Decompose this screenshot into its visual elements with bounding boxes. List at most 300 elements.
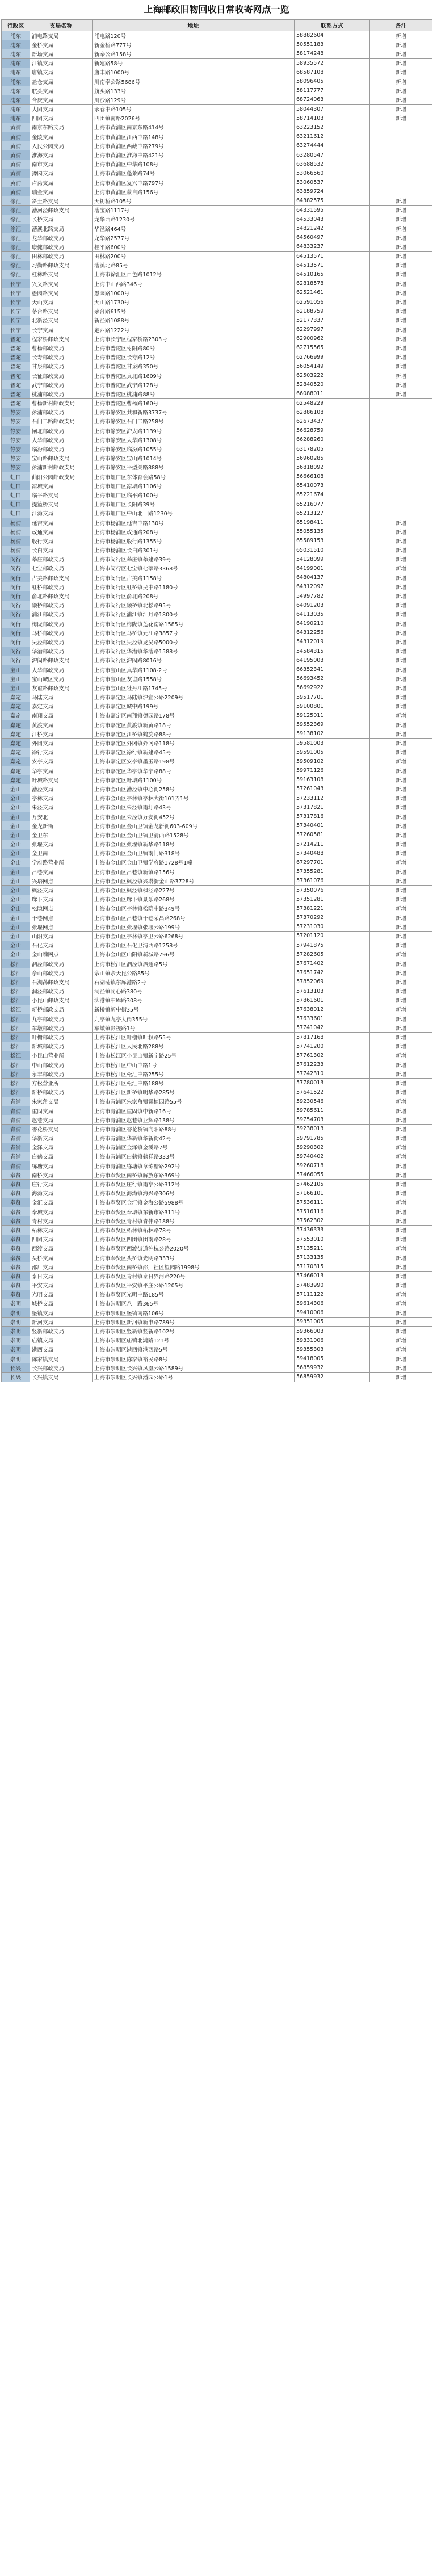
cell-address: 上海市黄浦区南京东路414号 bbox=[93, 123, 295, 132]
cell-phone: 63211612 bbox=[295, 132, 370, 141]
table-row bbox=[2, 582, 432, 591]
cell-note: 新增 bbox=[370, 196, 432, 205]
cell-address: 田林路200号 bbox=[93, 251, 295, 261]
table-row bbox=[2, 739, 432, 748]
cell-phone: 57260581 bbox=[295, 830, 370, 840]
cell-name: 安亭支局 bbox=[30, 757, 93, 766]
table-row bbox=[2, 444, 432, 454]
cell-note: 新增 bbox=[370, 1097, 432, 1106]
cell-phone: 67297701 bbox=[295, 858, 370, 867]
cell-note: 新增 bbox=[370, 389, 432, 398]
cell-note: 新增 bbox=[370, 904, 432, 913]
cell-district: 静安 bbox=[2, 444, 30, 454]
cell-name: 朱泾支局 bbox=[30, 803, 93, 812]
cell-name: 泗泾邮政支局 bbox=[30, 959, 93, 968]
cell-address: 上海市闵行区沪闵路8016号 bbox=[93, 656, 295, 665]
cell-address: 上海市松江区中山中路1号 bbox=[93, 1060, 295, 1069]
cell-name: 西渡支局 bbox=[30, 1244, 93, 1253]
cell-phone: 62886108 bbox=[295, 408, 370, 417]
cell-address: 上海市闵行区虹桥镇吴中路1180号 bbox=[93, 582, 295, 591]
cell-district: 金山 bbox=[2, 913, 30, 922]
cell-phone: 57317816 bbox=[295, 812, 370, 821]
cell-district: 金山 bbox=[2, 895, 30, 904]
cell-name: 庄行支局 bbox=[30, 1180, 93, 1189]
cell-note: 新增 bbox=[370, 1253, 432, 1262]
cell-name: 香花桥支局 bbox=[30, 1125, 93, 1134]
table-row bbox=[2, 968, 432, 977]
table-row bbox=[2, 224, 432, 233]
table-row bbox=[2, 86, 432, 95]
cell-phone: 58935572 bbox=[295, 58, 370, 68]
cell-district: 普陀 bbox=[2, 398, 30, 408]
cell-address: 上海市奉贤区柘林镇柘林路78号 bbox=[93, 1226, 295, 1235]
cell-phone: 57613103 bbox=[295, 987, 370, 996]
table-row bbox=[2, 353, 432, 362]
cell-name: 新桥邮政支局 bbox=[30, 1088, 93, 1097]
cell-note: 新增 bbox=[370, 932, 432, 941]
cell-address: 川沙路129号 bbox=[93, 95, 295, 104]
cell-address: 上海市金山区朱泾镇南圩路43号 bbox=[93, 803, 295, 812]
cell-name: 南市支局 bbox=[30, 160, 93, 169]
cell-address: 上海市奉贤区奉城镇东新市路311号 bbox=[93, 1207, 295, 1216]
table-row bbox=[2, 1134, 432, 1143]
cell-name: 延吉支局 bbox=[30, 518, 93, 527]
cell-phone: 57317821 bbox=[295, 803, 370, 812]
table-row bbox=[2, 766, 432, 775]
outlet-table bbox=[1, 19, 432, 1382]
cell-name: 长兴镇支局 bbox=[30, 1373, 93, 1382]
cell-phone: 59581003 bbox=[295, 739, 370, 748]
cell-address: 上海市松江区松汇中路188号 bbox=[93, 1079, 295, 1088]
cell-phone: 57166101 bbox=[295, 1189, 370, 1198]
cell-phone: 64804137 bbox=[295, 573, 370, 582]
cell-district: 徐汇 bbox=[2, 233, 30, 242]
cell-name: 方松营业所 bbox=[30, 1079, 93, 1088]
cell-note: 新增 bbox=[370, 665, 432, 674]
table-row bbox=[2, 858, 432, 867]
cell-name: 田林邮政支局 bbox=[30, 251, 93, 261]
cell-name: 提篮桥支局 bbox=[30, 500, 93, 509]
cell-district: 奉贤 bbox=[2, 1170, 30, 1180]
cell-name: 殷行支局 bbox=[30, 536, 93, 546]
cell-note: 新增 bbox=[370, 1363, 432, 1373]
table-row bbox=[2, 637, 432, 647]
cell-district: 普陀 bbox=[2, 362, 30, 371]
cell-address: 上海市闵行区马桥镇元江路3857号 bbox=[93, 628, 295, 637]
cell-note: 新增 bbox=[370, 637, 432, 647]
cell-phone: 57562302 bbox=[295, 1216, 370, 1226]
cell-name: 大华邮政支局 bbox=[30, 435, 93, 444]
cell-name: 甘泉邮政支局 bbox=[30, 362, 93, 371]
cell-district: 普陀 bbox=[2, 353, 30, 362]
cell-phone: 57340401 bbox=[295, 821, 370, 830]
cell-phone: 62503222 bbox=[295, 371, 370, 380]
table-row bbox=[2, 1345, 432, 1354]
cell-phone: 57436333 bbox=[295, 1226, 370, 1235]
table-row bbox=[2, 132, 432, 141]
table-row bbox=[2, 812, 432, 821]
cell-address: 上海市静安区临汾路1055号 bbox=[93, 444, 295, 454]
cell-district: 嘉定 bbox=[2, 693, 30, 702]
table-row bbox=[2, 123, 432, 132]
cell-name: 学府路营业所 bbox=[30, 858, 93, 867]
cell-address: 川南奉公路5686号 bbox=[93, 77, 295, 86]
cell-district: 长宁 bbox=[2, 307, 30, 316]
cell-note: 新增 bbox=[370, 114, 432, 123]
cell-phone: 65589153 bbox=[295, 536, 370, 546]
table-row bbox=[2, 702, 432, 711]
cell-note: 新增 bbox=[370, 1033, 432, 1042]
table-row bbox=[2, 720, 432, 729]
cell-note: 新增 bbox=[370, 1042, 432, 1051]
cell-note: 新增 bbox=[370, 803, 432, 812]
table-row bbox=[2, 187, 432, 196]
table-row bbox=[2, 1106, 432, 1115]
table-row bbox=[2, 601, 432, 610]
cell-note: 新增 bbox=[370, 325, 432, 334]
cell-district: 闵行 bbox=[2, 628, 30, 637]
cell-district: 金山 bbox=[2, 830, 30, 840]
table-row bbox=[2, 463, 432, 472]
cell-district: 长兴 bbox=[2, 1373, 30, 1382]
cell-address: 上海市闵行区莘庄镇莘建路39号 bbox=[93, 555, 295, 564]
cell-address: 上海市奉贤区南桥镇解放东路369号 bbox=[93, 1170, 295, 1180]
cell-name: 金卫东 bbox=[30, 830, 93, 840]
cell-district: 松江 bbox=[2, 987, 30, 996]
cell-district: 崇明 bbox=[2, 1354, 30, 1363]
cell-address: 定西路1222号 bbox=[93, 325, 295, 334]
cell-note bbox=[370, 160, 432, 169]
cell-phone: 54584315 bbox=[295, 647, 370, 656]
cell-district: 黄浦 bbox=[2, 169, 30, 178]
table-row bbox=[2, 150, 432, 160]
cell-name: 廊下支局 bbox=[30, 895, 93, 904]
cell-phone: 64510165 bbox=[295, 270, 370, 279]
cell-note: 新增 bbox=[370, 628, 432, 637]
cell-address: 上海市奉贤区南桥镇邵厂社区望园路1998号 bbox=[93, 1262, 295, 1272]
cell-note: 新增 bbox=[370, 674, 432, 683]
cell-district: 崇明 bbox=[2, 1308, 30, 1318]
cell-phone: 59614306 bbox=[295, 1299, 370, 1308]
cell-note: 新增 bbox=[370, 812, 432, 821]
cell-address: 上海市奉贤区海湾镇海兴路306号 bbox=[93, 1189, 295, 1198]
cell-name: 桂林路支局 bbox=[30, 270, 93, 279]
cell-note: 新增 bbox=[370, 941, 432, 950]
cell-note: 新增 bbox=[370, 702, 432, 711]
cell-district: 嘉定 bbox=[2, 711, 30, 720]
cell-district: 黄浦 bbox=[2, 178, 30, 187]
cell-note bbox=[370, 169, 432, 178]
cell-district: 金山 bbox=[2, 858, 30, 867]
cell-address: 上海市松江区新桥镇明华路285号 bbox=[93, 1088, 295, 1097]
cell-name: 赵巷支局 bbox=[30, 1115, 93, 1125]
cell-note: 新增 bbox=[370, 279, 432, 288]
table-row bbox=[2, 610, 432, 619]
table-row bbox=[2, 1180, 432, 1189]
table-row bbox=[2, 1152, 432, 1161]
table-row bbox=[2, 1079, 432, 1088]
cell-name: 宝山路邮政支局 bbox=[30, 454, 93, 463]
cell-district: 嘉定 bbox=[2, 757, 30, 766]
cell-name: 吴泾邮政支局 bbox=[30, 637, 93, 647]
cell-district: 奉贤 bbox=[2, 1290, 30, 1299]
table-row bbox=[2, 408, 432, 417]
cell-address: 上海市崇明区庙镇北鸿路121号 bbox=[93, 1336, 295, 1345]
cell-note bbox=[370, 132, 432, 141]
table-row bbox=[2, 398, 432, 408]
cell-district: 浦东 bbox=[2, 114, 30, 123]
cell-district: 崇明 bbox=[2, 1327, 30, 1336]
cell-name: 泰日支局 bbox=[30, 1272, 93, 1281]
cell-name: 新桥邮政支局 bbox=[30, 1005, 93, 1014]
cell-phone: 54312019 bbox=[295, 637, 370, 647]
cell-phone: 62521461 bbox=[295, 288, 370, 297]
cell-address: 上海市奉贤区青村镇青伟路188号 bbox=[93, 1216, 295, 1226]
cell-address: 上海市松江区叶榭镇叶权路55号 bbox=[93, 1033, 295, 1042]
cell-district: 长宁 bbox=[2, 297, 30, 307]
table-row bbox=[2, 371, 432, 380]
table-row bbox=[2, 1051, 432, 1060]
cell-note bbox=[370, 509, 432, 518]
cell-note: 新增 bbox=[370, 1299, 432, 1308]
cell-name: 长征邮政支局 bbox=[30, 371, 93, 380]
cell-phone: 57233112 bbox=[295, 794, 370, 803]
cell-note: 新增 bbox=[370, 794, 432, 803]
cell-district: 奉贤 bbox=[2, 1244, 30, 1253]
cell-phone: 55055135 bbox=[295, 527, 370, 536]
table-row bbox=[2, 1363, 432, 1373]
cell-name: 金桥支局 bbox=[30, 40, 93, 49]
cell-name: 佘山邮政支局 bbox=[30, 968, 93, 977]
table-row bbox=[2, 104, 432, 114]
cell-note: 新增 bbox=[370, 1272, 432, 1281]
cell-address: 上海市金山区张堰镇新华路118号 bbox=[93, 840, 295, 849]
cell-phone: 57536111 bbox=[295, 1198, 370, 1207]
cell-district: 杨浦 bbox=[2, 518, 30, 527]
cell-note: 新增 bbox=[370, 1152, 432, 1161]
cell-name: 兴义路支局 bbox=[30, 279, 93, 288]
cell-note bbox=[370, 435, 432, 444]
cell-address: 上海市金山区金山卫镇南门路318号 bbox=[93, 849, 295, 858]
cell-address: 上海市杨浦区政通路208号 bbox=[93, 527, 295, 536]
cell-name: 洞泾邮政支局 bbox=[30, 987, 93, 996]
cell-address: 上海市金山区吕巷镇新镇路156号 bbox=[93, 867, 295, 876]
cell-district: 松江 bbox=[2, 1042, 30, 1051]
table-row bbox=[2, 647, 432, 656]
table-row bbox=[2, 58, 432, 68]
cell-name: 金陵支局 bbox=[30, 132, 93, 141]
cell-note bbox=[370, 481, 432, 490]
cell-district: 金山 bbox=[2, 821, 30, 830]
cell-phone: 59791785 bbox=[295, 1134, 370, 1143]
cell-note bbox=[370, 472, 432, 481]
cell-phone: 59100801 bbox=[295, 702, 370, 711]
cell-phone: 53066560 bbox=[295, 169, 370, 178]
cell-name: 松隐网点 bbox=[30, 904, 93, 913]
table-row bbox=[2, 803, 432, 812]
cell-district: 金山 bbox=[2, 941, 30, 950]
cell-address: 上海市嘉定区马陆镇沪宜公路2209号 bbox=[93, 693, 295, 702]
table-row bbox=[2, 895, 432, 904]
cell-name: 政通支局 bbox=[30, 527, 93, 536]
cell-address: 上海市静安区平型关路888号 bbox=[93, 463, 295, 472]
cell-district: 长宁 bbox=[2, 288, 30, 297]
cell-district: 闵行 bbox=[2, 647, 30, 656]
cell-address: 上海市闵行区颛桥镇北松路95号 bbox=[93, 601, 295, 610]
cell-name: 俞北路邮政支局 bbox=[30, 591, 93, 601]
cell-district: 崇明 bbox=[2, 1318, 30, 1327]
cell-note: 新增 bbox=[370, 1345, 432, 1354]
cell-district: 金山 bbox=[2, 812, 30, 821]
cell-address: 上海市奉贤区青村镇泰日界河路220号 bbox=[93, 1272, 295, 1281]
table-row bbox=[2, 362, 432, 371]
cell-note: 新增 bbox=[370, 1143, 432, 1152]
cell-name: 新河支局 bbox=[30, 1318, 93, 1327]
cell-name: 金泽支局 bbox=[30, 1143, 93, 1152]
table-row bbox=[2, 757, 432, 766]
table-row bbox=[2, 178, 432, 187]
cell-phone: 63178205 bbox=[295, 444, 370, 454]
cell-district: 青浦 bbox=[2, 1115, 30, 1125]
cell-district: 静安 bbox=[2, 426, 30, 435]
cell-district: 嘉定 bbox=[2, 739, 30, 748]
cell-address: 上海市普陀区甘泉路350号 bbox=[93, 362, 295, 371]
cell-address: 泖港镇中厍路308号 bbox=[93, 996, 295, 1005]
cell-address: 上海市奉贤区平安镇平庄公路1205号 bbox=[93, 1281, 295, 1290]
cell-note: 新增 bbox=[370, 334, 432, 343]
cell-name: 白鹤支局 bbox=[30, 1152, 93, 1161]
cell-district: 金山 bbox=[2, 794, 30, 803]
cell-name: 马桥邮政支局 bbox=[30, 628, 93, 637]
cell-name: 朱家角支局 bbox=[30, 1097, 93, 1106]
cell-address: 上海市金山区枫泾镇枫泾路227号 bbox=[93, 886, 295, 895]
cell-phone: 56818092 bbox=[295, 463, 370, 472]
cell-district: 奉贤 bbox=[2, 1198, 30, 1207]
cell-address: 上海市松江区人民北路288号 bbox=[93, 1042, 295, 1051]
cell-phone: 57231030 bbox=[295, 922, 370, 932]
cell-phone: 63688532 bbox=[295, 160, 370, 169]
cell-district: 松江 bbox=[2, 968, 30, 977]
header-district: 行政区 bbox=[2, 20, 30, 31]
cell-note: 新增 bbox=[370, 297, 432, 307]
cell-name: 永丰邮政支局 bbox=[30, 1069, 93, 1079]
cell-name: 兴塔网点 bbox=[30, 876, 93, 886]
cell-address: 上海市金山区张堰镇张堰公路199号 bbox=[93, 922, 295, 932]
cell-name: 武宁邮政支局 bbox=[30, 380, 93, 389]
cell-name: 亭林支局 bbox=[30, 794, 93, 803]
cell-district: 奉贤 bbox=[2, 1272, 30, 1281]
table-row bbox=[2, 288, 432, 297]
cell-phone: 62715565 bbox=[295, 343, 370, 353]
table-row bbox=[2, 1336, 432, 1345]
cell-note: 新增 bbox=[370, 619, 432, 628]
cell-district: 长兴 bbox=[2, 1363, 30, 1373]
cell-district: 松江 bbox=[2, 996, 30, 1005]
table-row bbox=[2, 95, 432, 104]
cell-address: 新泾路1088号 bbox=[93, 316, 295, 325]
cell-address: 上海市虹口区长阳路39号 bbox=[93, 500, 295, 509]
cell-name: 卢湾支局 bbox=[30, 178, 93, 187]
cell-note: 新增 bbox=[370, 867, 432, 876]
cell-note: 新增 bbox=[370, 1354, 432, 1363]
table-row bbox=[2, 1069, 432, 1079]
cell-address: 上海市普陀区真北路1609号 bbox=[93, 371, 295, 380]
cell-note: 新增 bbox=[370, 748, 432, 757]
cell-phone: 54997782 bbox=[295, 591, 370, 601]
table-row bbox=[2, 196, 432, 205]
cell-district: 嘉定 bbox=[2, 748, 30, 757]
cell-note: 新增 bbox=[370, 371, 432, 380]
cell-note: 新增 bbox=[370, 1069, 432, 1079]
cell-name: 莘庄邮政支局 bbox=[30, 555, 93, 564]
table-row bbox=[2, 242, 432, 251]
cell-phone: 66088011 bbox=[295, 389, 370, 398]
cell-phone: 58882604 bbox=[295, 31, 370, 40]
cell-note: 新增 bbox=[370, 104, 432, 114]
cell-address: 上海市松江区小昆山镇新宁路25号 bbox=[93, 1051, 295, 1060]
cell-note: 新增 bbox=[370, 1281, 432, 1290]
table-row bbox=[2, 509, 432, 518]
cell-name: 江桥支局 bbox=[30, 729, 93, 739]
table-row bbox=[2, 1207, 432, 1216]
cell-name: 大团支局 bbox=[30, 104, 93, 114]
cell-phone: 56960285 bbox=[295, 454, 370, 463]
table-row bbox=[2, 307, 432, 316]
cell-address: 四团镇南路2026号 bbox=[93, 114, 295, 123]
cell-phone: 59366003 bbox=[295, 1327, 370, 1336]
table-row bbox=[2, 996, 432, 1005]
cell-address: 上海市普陀区曹杨路160号 bbox=[93, 398, 295, 408]
table-row bbox=[2, 748, 432, 757]
cell-name: 港西支局 bbox=[30, 1345, 93, 1354]
cell-note bbox=[370, 444, 432, 454]
table-row bbox=[2, 775, 432, 784]
cell-district: 杨浦 bbox=[2, 546, 30, 555]
cell-name: 金汇支局 bbox=[30, 1198, 93, 1207]
cell-address: 上海市崇明区港西镇港西路5号 bbox=[93, 1345, 295, 1354]
cell-address: 上海市静安区石门二路258号 bbox=[93, 417, 295, 426]
cell-district: 奉贤 bbox=[2, 1235, 30, 1244]
cell-address: 九亭镇九亭大街355号 bbox=[93, 1014, 295, 1023]
cell-district: 普陀 bbox=[2, 380, 30, 389]
cell-name: 长寿邮政支局 bbox=[30, 353, 93, 362]
cell-address: 上海市金山区亭林镇亭林大街101弄1号 bbox=[93, 794, 295, 803]
cell-phone: 58714103 bbox=[295, 114, 370, 123]
cell-name: 梅陇邮政支局 bbox=[30, 619, 93, 628]
cell-name: 平安支局 bbox=[30, 1281, 93, 1290]
cell-phone: 57214211 bbox=[295, 840, 370, 849]
cell-name: 头桥支局 bbox=[30, 1253, 93, 1262]
table-row bbox=[2, 876, 432, 886]
cell-district: 浦东 bbox=[2, 68, 30, 77]
cell-note: 新增 bbox=[370, 959, 432, 968]
table-row bbox=[2, 1226, 432, 1235]
cell-phone: 59331006 bbox=[295, 1336, 370, 1345]
cell-address: 漕宝路1117号 bbox=[93, 205, 295, 215]
cell-address: 上海市黄浦区淮海中路421号 bbox=[93, 150, 295, 160]
cell-name: 外冈支局 bbox=[30, 739, 93, 748]
cell-name: 奉城支局 bbox=[30, 1207, 93, 1216]
cell-phone: 59351005 bbox=[295, 1318, 370, 1327]
table-row bbox=[2, 77, 432, 86]
cell-address: 华泾路464号 bbox=[93, 224, 295, 233]
cell-address: 上海市宝山区牡丹江路1745号 bbox=[93, 683, 295, 693]
cell-name: 新城邮政支局 bbox=[30, 1042, 93, 1051]
cell-address: 上海市宝山区友谊路1558号 bbox=[93, 674, 295, 683]
cell-address: 上海市奉贤区四团镇团南路28号 bbox=[93, 1235, 295, 1244]
cell-district: 徐汇 bbox=[2, 205, 30, 215]
cell-address: 龙华路2577号 bbox=[93, 233, 295, 242]
